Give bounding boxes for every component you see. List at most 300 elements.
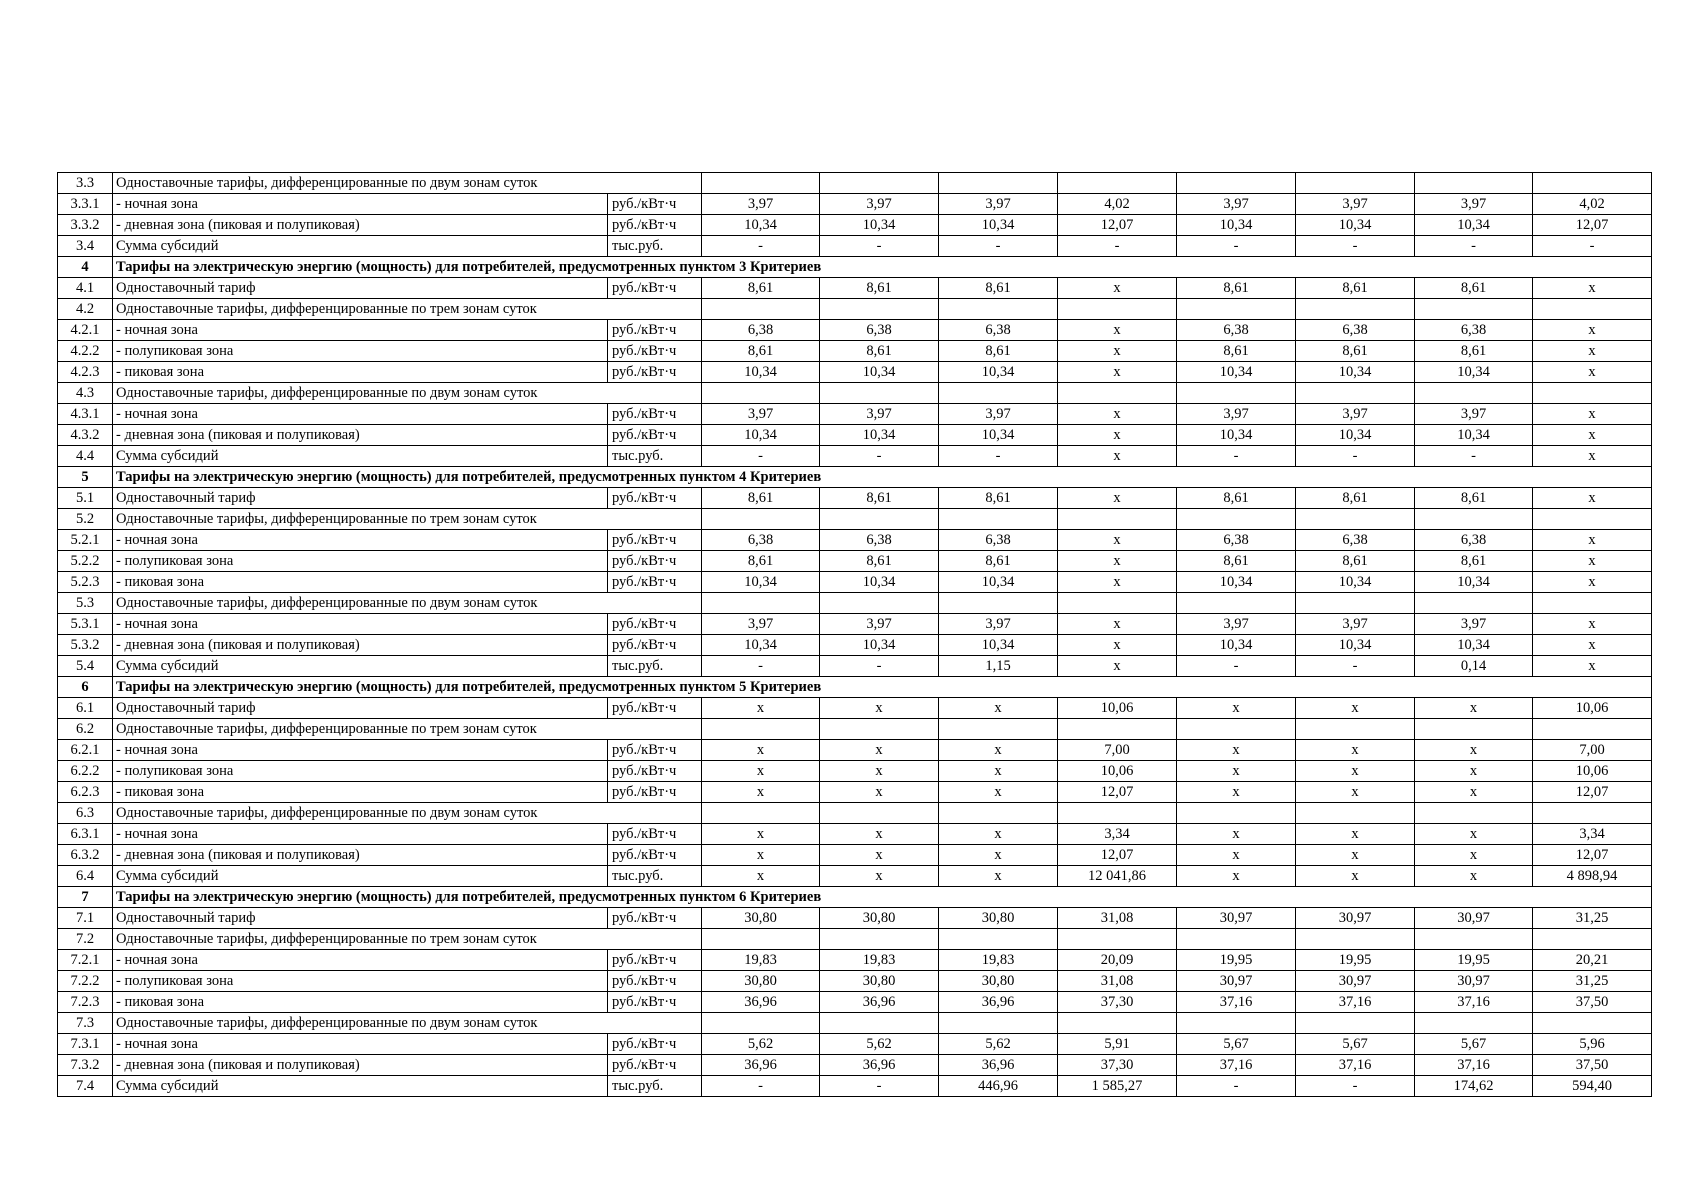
value-cell: 37,16 bbox=[1177, 1055, 1296, 1076]
value-cell: х bbox=[1177, 740, 1296, 761]
unit-cell: руб./кВт·ч bbox=[608, 950, 702, 971]
value-cell: х bbox=[1533, 656, 1652, 677]
value-cell: 3,97 bbox=[1415, 194, 1533, 215]
row-number: 5.3 bbox=[58, 593, 113, 614]
tariff-table bbox=[57, 172, 1652, 1097]
empty-cell bbox=[1296, 299, 1415, 320]
value-cell: 8,61 bbox=[1177, 488, 1296, 509]
table-row bbox=[58, 971, 1652, 992]
empty-cell bbox=[1533, 929, 1652, 950]
value-cell: х bbox=[702, 761, 820, 782]
table-row bbox=[58, 656, 1652, 677]
value-cell: 8,61 bbox=[820, 341, 939, 362]
value-cell: х bbox=[1177, 761, 1296, 782]
empty-cell bbox=[820, 929, 939, 950]
table-row bbox=[58, 341, 1652, 362]
value-cell: 7,00 bbox=[1058, 740, 1177, 761]
value-cell: - bbox=[820, 236, 939, 257]
value-cell: 174,62 bbox=[1415, 1076, 1533, 1097]
value-cell: 594,40 bbox=[1533, 1076, 1652, 1097]
value-cell: 10,34 bbox=[1177, 572, 1296, 593]
row-label: - дневная зона (пиковая и полупиковая) bbox=[113, 1055, 608, 1076]
value-cell: 37,16 bbox=[1415, 1055, 1533, 1076]
empty-cell bbox=[1533, 173, 1652, 194]
unit-cell: руб./кВт·ч bbox=[608, 551, 702, 572]
value-cell: х bbox=[939, 761, 1058, 782]
value-cell: 8,61 bbox=[702, 278, 820, 299]
empty-cell bbox=[1533, 383, 1652, 404]
value-cell: 8,61 bbox=[939, 278, 1058, 299]
empty-cell bbox=[1415, 173, 1533, 194]
value-cell: 10,34 bbox=[1296, 425, 1415, 446]
empty-cell bbox=[939, 719, 1058, 740]
value-cell: 8,61 bbox=[1415, 551, 1533, 572]
empty-cell bbox=[939, 173, 1058, 194]
empty-cell bbox=[939, 803, 1058, 824]
table-row bbox=[58, 992, 1652, 1013]
value-cell: 37,16 bbox=[1415, 992, 1533, 1013]
value-cell: х bbox=[820, 866, 939, 887]
value-cell: 36,96 bbox=[702, 1055, 820, 1076]
row-label: - ночная зона bbox=[113, 950, 608, 971]
unit-cell: руб./кВт·ч bbox=[608, 278, 702, 299]
table-row bbox=[58, 950, 1652, 971]
unit-cell: руб./кВт·ч bbox=[608, 908, 702, 929]
row-label: - полупиковая зона bbox=[113, 971, 608, 992]
empty-cell bbox=[1415, 593, 1533, 614]
row-number: 4.2.2 bbox=[58, 341, 113, 362]
row-label: Сумма субсидий bbox=[113, 656, 608, 677]
value-cell: 10,06 bbox=[1533, 698, 1652, 719]
subheader-row bbox=[58, 173, 1652, 194]
value-cell: 19,83 bbox=[702, 950, 820, 971]
unit-cell: руб./кВт·ч bbox=[608, 614, 702, 635]
value-cell: - bbox=[820, 1076, 939, 1097]
value-cell: 3,97 bbox=[939, 194, 1058, 215]
empty-cell bbox=[820, 803, 939, 824]
value-cell: 5,96 bbox=[1533, 1034, 1652, 1055]
row-label: - ночная зона bbox=[113, 320, 608, 341]
empty-cell bbox=[820, 173, 939, 194]
row-label: - полупиковая зона bbox=[113, 341, 608, 362]
value-cell: х bbox=[1058, 614, 1177, 635]
empty-cell bbox=[1058, 1013, 1177, 1034]
empty-cell bbox=[702, 803, 820, 824]
empty-cell bbox=[1415, 719, 1533, 740]
value-cell: х bbox=[702, 698, 820, 719]
value-cell: 10,34 bbox=[1177, 215, 1296, 236]
value-cell: 6,38 bbox=[939, 320, 1058, 341]
value-cell: 30,80 bbox=[939, 971, 1058, 992]
value-cell: - bbox=[1296, 236, 1415, 257]
section-row bbox=[58, 887, 1652, 908]
value-cell: х bbox=[1415, 866, 1533, 887]
row-number: 4.2.3 bbox=[58, 362, 113, 383]
empty-cell bbox=[1296, 383, 1415, 404]
value-cell: 37,50 bbox=[1533, 992, 1652, 1013]
value-cell: 30,80 bbox=[939, 908, 1058, 929]
unit-cell: тыс.руб. bbox=[608, 446, 702, 467]
value-cell: х bbox=[1177, 698, 1296, 719]
value-cell: х bbox=[1533, 614, 1652, 635]
value-cell: х bbox=[1058, 320, 1177, 341]
value-cell: х bbox=[939, 824, 1058, 845]
value-cell: 30,97 bbox=[1296, 971, 1415, 992]
value-cell: х bbox=[1058, 341, 1177, 362]
value-cell: х bbox=[1533, 278, 1652, 299]
value-cell: 31,08 bbox=[1058, 971, 1177, 992]
value-cell: 4 898,94 bbox=[1533, 866, 1652, 887]
value-cell: 19,83 bbox=[939, 950, 1058, 971]
empty-cell bbox=[702, 929, 820, 950]
value-cell: х bbox=[1415, 824, 1533, 845]
row-label: Сумма субсидий bbox=[113, 866, 608, 887]
value-cell: 3,97 bbox=[702, 194, 820, 215]
value-cell: х bbox=[1415, 782, 1533, 803]
value-cell: 10,34 bbox=[1415, 215, 1533, 236]
value-cell: 8,61 bbox=[1177, 278, 1296, 299]
value-cell: - bbox=[1177, 656, 1296, 677]
row-label: Одноставочный тариф bbox=[113, 908, 608, 929]
value-cell: х bbox=[1058, 278, 1177, 299]
unit-cell: руб./кВт·ч bbox=[608, 320, 702, 341]
table-row bbox=[58, 635, 1652, 656]
subheader-row bbox=[58, 929, 1652, 950]
row-label: - пиковая зона bbox=[113, 572, 608, 593]
value-cell: 10,34 bbox=[1415, 635, 1533, 656]
unit-cell: руб./кВт·ч bbox=[608, 362, 702, 383]
subheader-title: Одноставочные тарифы, дифференцированные по двум зонам суток bbox=[113, 593, 702, 614]
row-number: 7 bbox=[58, 887, 113, 908]
value-cell: х bbox=[1296, 866, 1415, 887]
value-cell: - bbox=[1296, 446, 1415, 467]
empty-cell bbox=[702, 593, 820, 614]
empty-cell bbox=[1058, 383, 1177, 404]
value-cell: - bbox=[1296, 1076, 1415, 1097]
empty-cell bbox=[820, 299, 939, 320]
empty-cell bbox=[1415, 299, 1533, 320]
empty-cell bbox=[1533, 803, 1652, 824]
value-cell: 8,61 bbox=[1296, 278, 1415, 299]
row-number: 4.3.1 bbox=[58, 404, 113, 425]
value-cell: 10,34 bbox=[1177, 635, 1296, 656]
value-cell: 1 585,27 bbox=[1058, 1076, 1177, 1097]
value-cell: 3,97 bbox=[1296, 404, 1415, 425]
value-cell: 8,61 bbox=[939, 551, 1058, 572]
value-cell: - bbox=[1177, 236, 1296, 257]
subheader-row bbox=[58, 509, 1652, 530]
value-cell: х bbox=[1296, 782, 1415, 803]
empty-cell bbox=[1177, 929, 1296, 950]
value-cell: х bbox=[1533, 446, 1652, 467]
row-number: 4.1 bbox=[58, 278, 113, 299]
value-cell: х bbox=[1296, 698, 1415, 719]
value-cell: 8,61 bbox=[702, 488, 820, 509]
value-cell: 30,80 bbox=[702, 908, 820, 929]
value-cell: 5,67 bbox=[1415, 1034, 1533, 1055]
value-cell: - bbox=[820, 656, 939, 677]
value-cell: 20,21 bbox=[1533, 950, 1652, 971]
value-cell: х bbox=[1177, 824, 1296, 845]
value-cell: х bbox=[1177, 866, 1296, 887]
value-cell: 10,34 bbox=[1296, 362, 1415, 383]
value-cell: х bbox=[1058, 635, 1177, 656]
value-cell: - bbox=[1058, 236, 1177, 257]
row-label: - дневная зона (пиковая и полупиковая) bbox=[113, 425, 608, 446]
empty-cell bbox=[1058, 803, 1177, 824]
value-cell: 12,07 bbox=[1533, 845, 1652, 866]
row-label: - ночная зона bbox=[113, 614, 608, 635]
value-cell: х bbox=[1533, 635, 1652, 656]
unit-cell: руб./кВт·ч bbox=[608, 635, 702, 656]
value-cell: 6,38 bbox=[1177, 320, 1296, 341]
row-label: Сумма субсидий bbox=[113, 1076, 608, 1097]
row-number: 7.2.3 bbox=[58, 992, 113, 1013]
empty-cell bbox=[1296, 803, 1415, 824]
value-cell: 30,80 bbox=[820, 908, 939, 929]
value-cell: 10,34 bbox=[702, 572, 820, 593]
empty-cell bbox=[1177, 803, 1296, 824]
unit-cell: руб./кВт·ч bbox=[608, 404, 702, 425]
row-number: 6.2.3 bbox=[58, 782, 113, 803]
subheader-title: Одноставочные тарифы, дифференцированные по двум зонам суток bbox=[113, 383, 702, 404]
empty-cell bbox=[1177, 593, 1296, 614]
table-row bbox=[58, 362, 1652, 383]
value-cell: х bbox=[939, 866, 1058, 887]
table-row bbox=[58, 551, 1652, 572]
unit-cell: руб./кВт·ч bbox=[608, 992, 702, 1013]
value-cell: - bbox=[1177, 446, 1296, 467]
value-cell: х bbox=[820, 698, 939, 719]
value-cell: х bbox=[1296, 824, 1415, 845]
value-cell: х bbox=[1533, 572, 1652, 593]
value-cell: х bbox=[1058, 551, 1177, 572]
row-number: 6.3.2 bbox=[58, 845, 113, 866]
value-cell: 10,34 bbox=[939, 215, 1058, 236]
row-label: - пиковая зона bbox=[113, 992, 608, 1013]
table-row bbox=[58, 320, 1652, 341]
subheader-title: Одноставочные тарифы, дифференцированные по трем зонам суток bbox=[113, 719, 702, 740]
unit-cell: руб./кВт·ч bbox=[608, 845, 702, 866]
value-cell: - bbox=[939, 236, 1058, 257]
value-cell: 6,38 bbox=[939, 530, 1058, 551]
value-cell: х bbox=[1296, 761, 1415, 782]
subheader-row bbox=[58, 593, 1652, 614]
empty-cell bbox=[1177, 173, 1296, 194]
value-cell: 19,95 bbox=[1415, 950, 1533, 971]
value-cell: 5,67 bbox=[1177, 1034, 1296, 1055]
row-label: Одноставочный тариф bbox=[113, 488, 608, 509]
value-cell: 10,34 bbox=[702, 362, 820, 383]
subheader-row bbox=[58, 383, 1652, 404]
value-cell: х bbox=[1533, 530, 1652, 551]
value-cell: 10,34 bbox=[939, 572, 1058, 593]
value-cell: 3,97 bbox=[939, 404, 1058, 425]
subheader-row bbox=[58, 1013, 1652, 1034]
table-row bbox=[58, 740, 1652, 761]
row-number: 6 bbox=[58, 677, 113, 698]
value-cell: 19,95 bbox=[1177, 950, 1296, 971]
value-cell: 8,61 bbox=[1415, 488, 1533, 509]
row-number: 5.2.1 bbox=[58, 530, 113, 551]
empty-cell bbox=[820, 509, 939, 530]
empty-cell bbox=[820, 719, 939, 740]
subheader-title: Одноставочные тарифы, дифференцированные по двум зонам суток bbox=[113, 803, 702, 824]
value-cell: 6,38 bbox=[1415, 530, 1533, 551]
empty-cell bbox=[1296, 593, 1415, 614]
value-cell: - bbox=[702, 1076, 820, 1097]
value-cell: - bbox=[1415, 446, 1533, 467]
row-number: 4.2 bbox=[58, 299, 113, 320]
row-number: 7.2 bbox=[58, 929, 113, 950]
value-cell: 10,34 bbox=[1415, 425, 1533, 446]
value-cell: 10,34 bbox=[1296, 635, 1415, 656]
empty-cell bbox=[939, 593, 1058, 614]
value-cell: 10,34 bbox=[820, 362, 939, 383]
row-number: 3.4 bbox=[58, 236, 113, 257]
empty-cell bbox=[1058, 509, 1177, 530]
subheader-row bbox=[58, 299, 1652, 320]
row-label: - полупиковая зона bbox=[113, 761, 608, 782]
unit-cell: руб./кВт·ч bbox=[608, 341, 702, 362]
empty-cell bbox=[939, 509, 1058, 530]
value-cell: 3,97 bbox=[1296, 194, 1415, 215]
empty-cell bbox=[1296, 719, 1415, 740]
value-cell: 20,09 bbox=[1058, 950, 1177, 971]
table-row bbox=[58, 572, 1652, 593]
value-cell: 6,38 bbox=[820, 320, 939, 341]
empty-cell bbox=[1533, 299, 1652, 320]
empty-cell bbox=[1296, 509, 1415, 530]
row-number: 7.1 bbox=[58, 908, 113, 929]
value-cell: 6,38 bbox=[702, 530, 820, 551]
value-cell: х bbox=[1415, 698, 1533, 719]
table-row bbox=[58, 782, 1652, 803]
value-cell: х bbox=[702, 866, 820, 887]
row-number: 5.4 bbox=[58, 656, 113, 677]
table-row bbox=[58, 908, 1652, 929]
value-cell: 446,96 bbox=[939, 1076, 1058, 1097]
value-cell: х bbox=[702, 740, 820, 761]
value-cell: 10,34 bbox=[1177, 425, 1296, 446]
row-label: - дневная зона (пиковая и полупиковая) bbox=[113, 635, 608, 656]
unit-cell: руб./кВт·ч bbox=[608, 425, 702, 446]
value-cell: 12,07 bbox=[1058, 215, 1177, 236]
subheader-row bbox=[58, 719, 1652, 740]
value-cell: 6,38 bbox=[1415, 320, 1533, 341]
table-body bbox=[58, 173, 1652, 1097]
unit-cell: руб./кВт·ч bbox=[608, 1034, 702, 1055]
value-cell: 10,34 bbox=[1296, 572, 1415, 593]
value-cell: 10,34 bbox=[1415, 362, 1533, 383]
row-number: 5.2 bbox=[58, 509, 113, 530]
section-title: Тарифы на электрическую энергию (мощность) для потребителей, предусмотренных пунктом 3 Критериев bbox=[113, 257, 1652, 278]
empty-cell bbox=[702, 509, 820, 530]
value-cell: 30,97 bbox=[1415, 971, 1533, 992]
value-cell: 10,06 bbox=[1058, 698, 1177, 719]
subheader-title: Одноставочные тарифы, дифференцированные по трем зонам суток bbox=[113, 929, 702, 950]
value-cell: 5,62 bbox=[702, 1034, 820, 1055]
value-cell: х bbox=[1177, 845, 1296, 866]
value-cell: - bbox=[702, 446, 820, 467]
value-cell: 3,34 bbox=[1533, 824, 1652, 845]
section-title: Тарифы на электрическую энергию (мощность) для потребителей, предусмотренных пунктом 5 Критериев bbox=[113, 677, 1652, 698]
empty-cell bbox=[702, 1013, 820, 1034]
row-label: - полупиковая зона bbox=[113, 551, 608, 572]
value-cell: 6,38 bbox=[1296, 530, 1415, 551]
value-cell: 36,96 bbox=[939, 1055, 1058, 1076]
empty-cell bbox=[1058, 929, 1177, 950]
value-cell: 3,97 bbox=[820, 194, 939, 215]
table-row bbox=[58, 425, 1652, 446]
value-cell: х bbox=[702, 824, 820, 845]
row-number: 7.3.2 bbox=[58, 1055, 113, 1076]
value-cell: 0,14 bbox=[1415, 656, 1533, 677]
value-cell: х bbox=[939, 698, 1058, 719]
value-cell: х bbox=[1415, 761, 1533, 782]
value-cell: - bbox=[820, 446, 939, 467]
value-cell: 30,97 bbox=[1177, 971, 1296, 992]
value-cell: 19,95 bbox=[1296, 950, 1415, 971]
value-cell: 5,62 bbox=[939, 1034, 1058, 1055]
value-cell: х bbox=[820, 845, 939, 866]
value-cell: 10,34 bbox=[939, 425, 1058, 446]
empty-cell bbox=[702, 173, 820, 194]
value-cell: х bbox=[1296, 845, 1415, 866]
value-cell: 10,34 bbox=[820, 215, 939, 236]
row-number: 6.4 bbox=[58, 866, 113, 887]
value-cell: х bbox=[1058, 656, 1177, 677]
unit-cell: тыс.руб. bbox=[608, 656, 702, 677]
unit-cell: руб./кВт·ч bbox=[608, 215, 702, 236]
table-row bbox=[58, 278, 1652, 299]
value-cell: х bbox=[1533, 362, 1652, 383]
value-cell: 8,61 bbox=[939, 488, 1058, 509]
row-number: 5 bbox=[58, 467, 113, 488]
value-cell: х bbox=[702, 845, 820, 866]
unit-cell: руб./кВт·ч bbox=[608, 530, 702, 551]
value-cell: 8,61 bbox=[1296, 341, 1415, 362]
empty-cell bbox=[1533, 593, 1652, 614]
row-label: Одноставочный тариф bbox=[113, 278, 608, 299]
value-cell: 30,80 bbox=[820, 971, 939, 992]
value-cell: х bbox=[820, 761, 939, 782]
row-label: - ночная зона bbox=[113, 1034, 608, 1055]
empty-cell bbox=[1415, 509, 1533, 530]
value-cell: 36,96 bbox=[820, 1055, 939, 1076]
empty-cell bbox=[1177, 1013, 1296, 1034]
row-number: 7.3 bbox=[58, 1013, 113, 1034]
empty-cell bbox=[1296, 929, 1415, 950]
empty-cell bbox=[1058, 299, 1177, 320]
row-label: Одноставочный тариф bbox=[113, 698, 608, 719]
value-cell: 8,61 bbox=[1415, 278, 1533, 299]
table-row bbox=[58, 698, 1652, 719]
empty-cell bbox=[702, 299, 820, 320]
row-number: 6.3.1 bbox=[58, 824, 113, 845]
unit-cell: тыс.руб. bbox=[608, 236, 702, 257]
table-row bbox=[58, 824, 1652, 845]
value-cell: х bbox=[1533, 551, 1652, 572]
empty-cell bbox=[1296, 1013, 1415, 1034]
value-cell: - bbox=[1533, 236, 1652, 257]
value-cell: - bbox=[1296, 656, 1415, 677]
empty-cell bbox=[820, 383, 939, 404]
value-cell: 12 041,86 bbox=[1058, 866, 1177, 887]
unit-cell: руб./кВт·ч bbox=[608, 824, 702, 845]
value-cell: 8,61 bbox=[702, 341, 820, 362]
value-cell: х bbox=[1533, 425, 1652, 446]
